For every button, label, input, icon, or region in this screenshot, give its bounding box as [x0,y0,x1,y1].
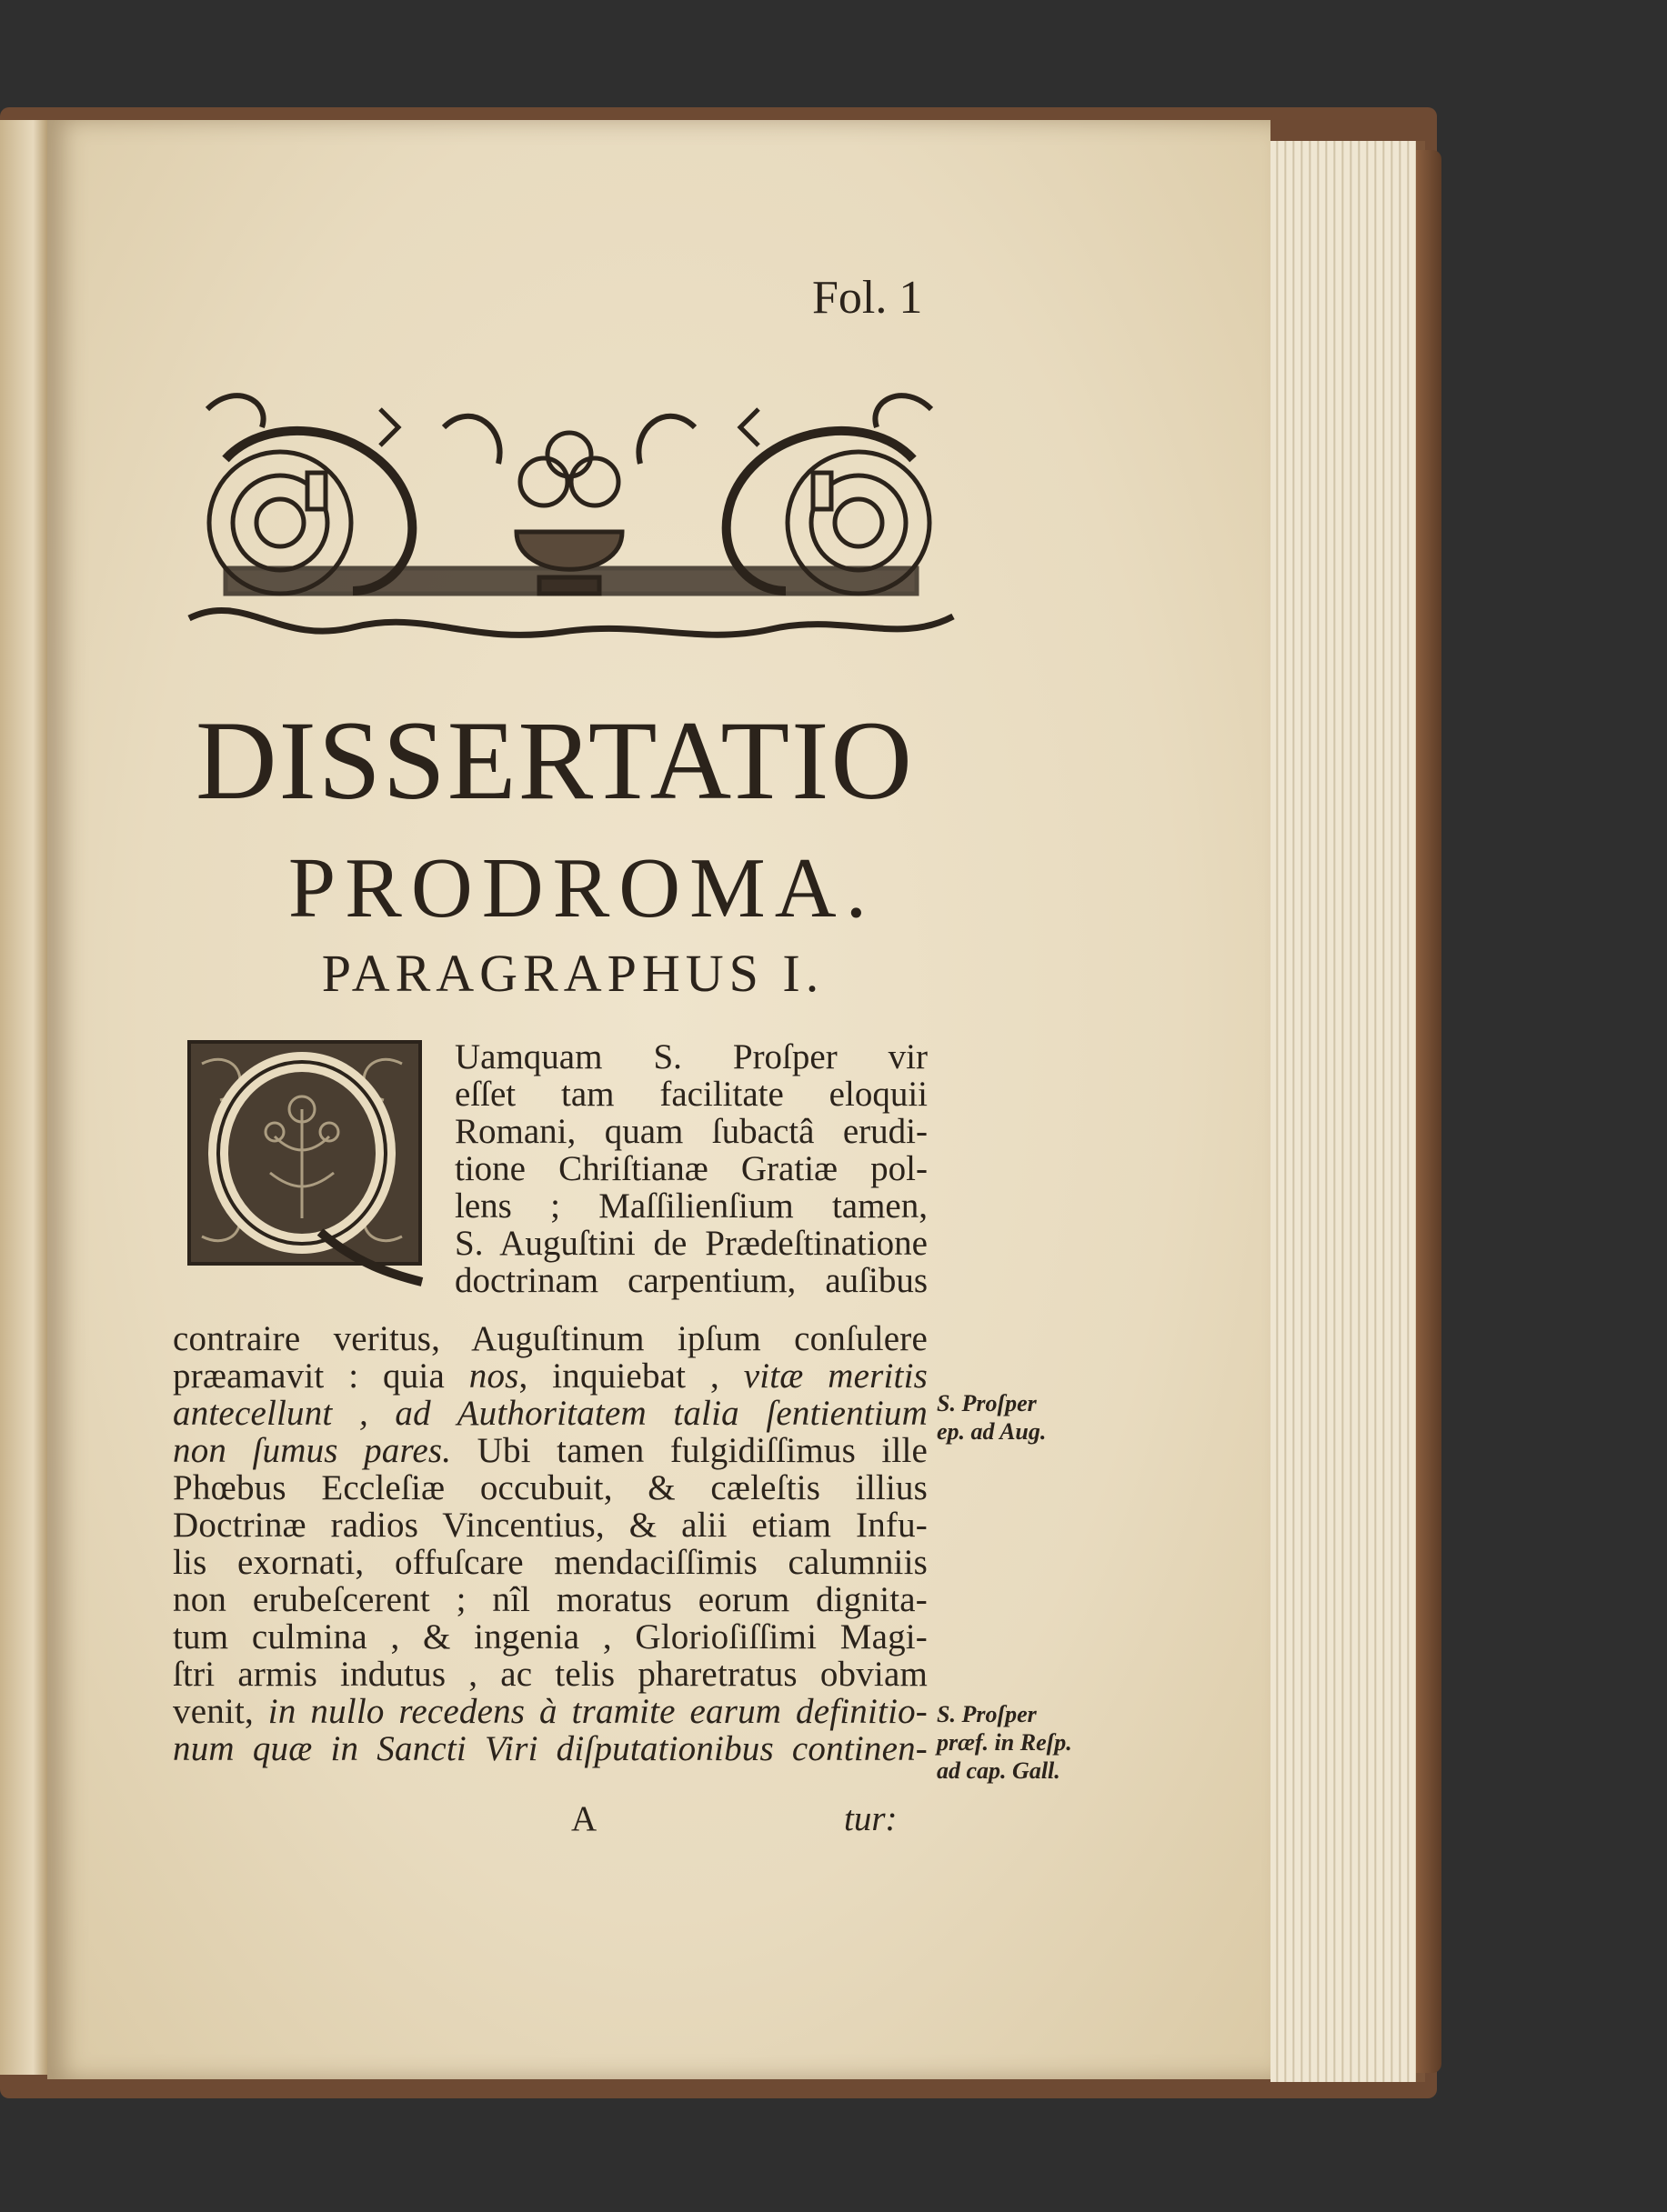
text-line [173,1581,928,1618]
margin-note-line: ep. ad Aug. [937,1418,1047,1445]
margin-note-line: S. Proſper [937,1701,1037,1727]
text-segment: num quæ in Sancti Viri diſputationibus continen- [173,1729,928,1768]
text-line [173,1618,928,1656]
cover-edge [1416,150,1441,2073]
text-segment: ſtri armis indutus , ac telis pharetratus obviam [173,1655,928,1694]
folio-number: Fol. 1 [812,272,923,324]
subtitle: PRODROMA. [287,841,877,936]
margin-note-line: ad cap. Gall. [937,1757,1060,1784]
text-segment: Phœbus Eccleſiæ occubuit, & cæleſtis illius [173,1468,928,1507]
text-line [173,1432,928,1469]
text-line [173,1320,928,1357]
text-segment: contraire veritus, Auguſtinum ipſum conſulere [173,1319,928,1358]
margin-note-1 [937,1389,1046,1446]
text-segment: non ſumus pares. [173,1431,452,1470]
text-line: Romani, quam ſubactâ erudi- [455,1112,928,1151]
signature-mark: A [571,1799,598,1838]
margin-note-line: præf. in Reſp. [937,1729,1072,1756]
text-line [173,1357,928,1395]
catchword: tur: [844,1799,898,1838]
paragraph-heading: PARAGRAPHUS I. [321,944,825,1003]
text-line [173,1544,928,1581]
margin-note-line: S. Proſper [937,1390,1037,1416]
text-line: S. Auguſtini de Prædeſtinatione [455,1224,928,1263]
margin-note-2 [937,1700,1072,1785]
text-line [173,1395,928,1432]
body-text-beside-initial [455,1038,928,1299]
text-segment: tum culmina , & ingenia , Glorioſiſſimi Magi- [173,1617,928,1656]
text-segment: in nullo recedens à tramite earum definitio- [267,1692,928,1731]
text-segment: lis exornati, offuſcare mendaciſſimis calumniis [173,1543,928,1582]
body-text [173,1320,928,1767]
text-line: eſſet tam facilitate eloquii [455,1075,928,1114]
text-segment: nos [468,1356,519,1396]
text-line: lens ; Maſſilienſium tamen, [455,1186,928,1226]
text-segment: venit, [173,1692,268,1731]
text-line [173,1656,928,1693]
text-segment: , inquiebat , [518,1356,744,1396]
text-segment: Ubi tamen fulgidiſſimus ille [451,1431,928,1470]
text-segment: Doctrinæ radios Vincentius, & alii etiam Infu- [173,1506,928,1545]
page-block-edges [1270,141,1425,2082]
text-line: Uamquam S. Proſper vir [455,1037,928,1076]
ornamental-headpiece [171,373,968,655]
text-line [173,1469,928,1506]
text-segment: antecellunt , ad Authoritatem talia ſentientium [173,1394,928,1433]
text-line: doctrinam carpentium, auſibus [455,1261,928,1300]
text-segment: non erubeſcerent ; nîl moratus eorum dignita- [173,1580,928,1619]
decorated-initial-q [184,1036,426,1291]
title: DISSERTATIO [196,698,914,823]
text-line: tione Chriſtianæ Gratiæ pol- [455,1149,928,1188]
left-page-edge [0,120,47,2075]
text-line [173,1730,928,1767]
text-segment: vitæ meritis [743,1356,928,1396]
text-line [173,1693,928,1730]
text-segment: præamavit : quia [173,1356,469,1396]
text-line [173,1506,928,1544]
